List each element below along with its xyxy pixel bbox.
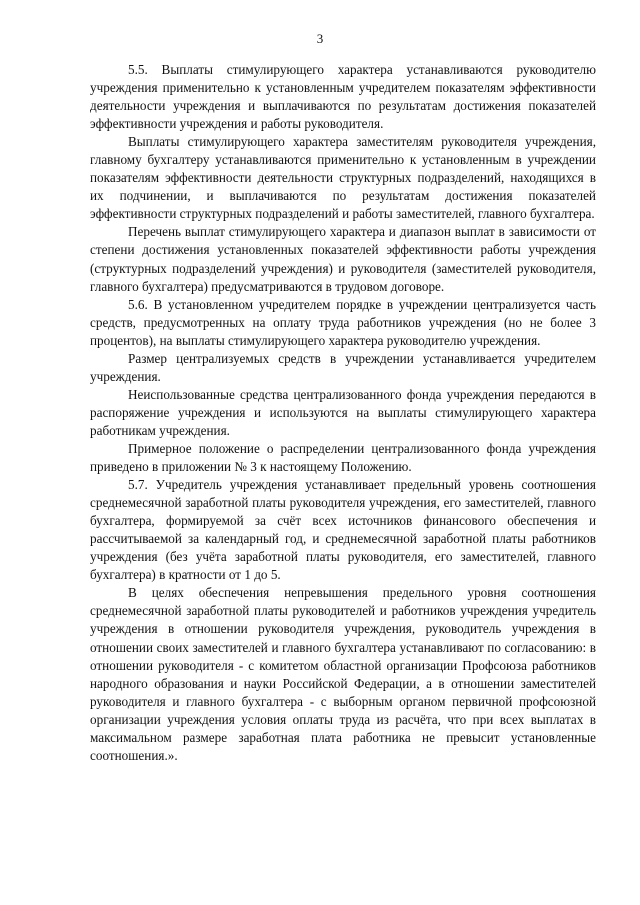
- document-body: [90, 61, 596, 765]
- paragraph-5-5: 5.5. Выплаты стимулирующего характера устанавливаются руководителю учреждения применительно к установленным учредителем показателям эффективности деятельности учреждения и выплачиваются по результатам достижения показателей эффективности учреждения и работы руководителя.: [90, 62, 596, 132]
- paragraph-5-6: 5.6. В установленном учредителем порядке в учреждении централизуется часть средств, предусмотренных на оплату труда работников учреждения (но не более 3 процентов), на выплаты стимулирующего характера руководителю учреждения.: [90, 296, 596, 348]
- paragraph-deputies-bonuses: Выплаты стимулирующего характера заместителям руководителя учреждения, главному бухгалтеру устанавливаются применительно к установленным в учреждении показателям эффективности деятельности структурных подразделений, находящихся в их подчинении, и выплачиваются по результатам достижения показателей эффективности структурных подразделений и работы заместителей, главного бухгалтера.: [90, 134, 596, 222]
- page-number: 3: [316, 31, 324, 46]
- paragraph-5-7: 5.7. Учредитель учреждения устанавливает предельный уровень соотношения среднемесячной заработной платы руководителя учреждения, его заместителей, главного бухгалтера, формируемой за счёт всех источников финансового обеспечения и рассчитываемой за календарный год, и среднемесячной заработной платы работников учреждения (без учёта заработной платы руководителя, его заместителей, главного бухгалтера) в кратности от 1 до 5.: [90, 477, 596, 583]
- paragraph-appendix-reference: Примерное положение о распределении централизованного фонда учреждения приведено в приложении № 3 к настоящему Положению.: [90, 440, 596, 475]
- paragraph-centralized-amount: Размер централизуемых средств в учреждении устанавливается учредителем учреждения.: [90, 350, 596, 384]
- paragraph-unused-funds: Неиспользованные средства централизованного фонда учреждения передаются в распоряжение учреждения и используются на выплаты стимулирующего характера работникам учреждения.: [90, 386, 596, 438]
- paragraph-salary-ratio: В целях обеспечения непревышения предельного уровня соотношения среднемесячной заработной платы руководителей и работников учреждения учредитель учреждения в отношении руководителя учреждения, руководитель учреждения в отношении своих заместителей и главного бухгалтера устанавливают по согласованию: в отношении руководителя - с комитетом областной организации Профсоюза работников народного образования и науки Российской Федерации, а в отношении заместителей руководителя и главного бухгалтера - с выборным органом первичной профсоюзной организации учреждения условия оплаты труда из расчёта, что при всех выплатах в максимальном размере заработная плата работника не превысит установленные соотношения.».: [90, 585, 596, 763]
- paragraph-bonus-list: Перечень выплат стимулирующего характера и диапазон выплат в зависимости от степени достижения установленных показателей эффективности работы учреждения (структурных подразделений учреждения) и руководителя (заместителей руководителя, главного бухгалтера) предусматриваются в трудовом договоре.: [90, 224, 596, 294]
